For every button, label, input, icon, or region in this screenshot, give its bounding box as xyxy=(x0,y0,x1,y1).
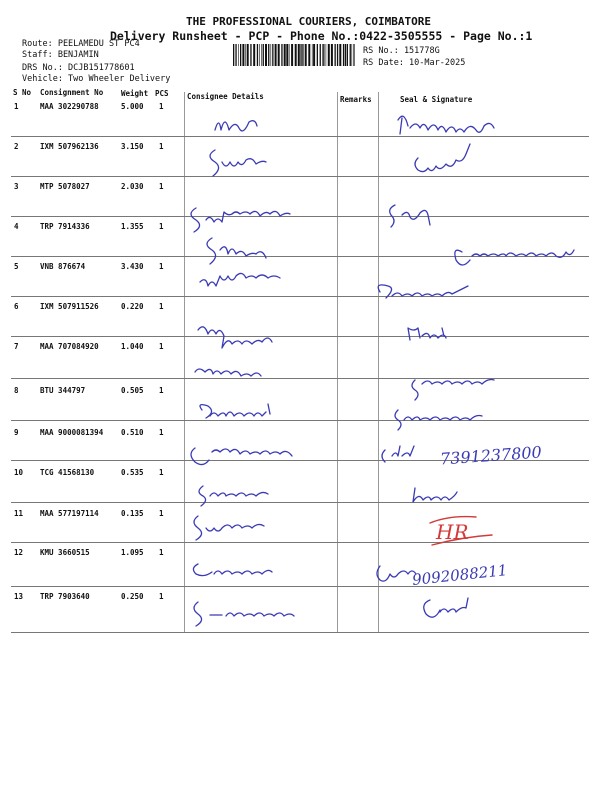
row-pcs: 1 xyxy=(159,342,164,351)
row-divider xyxy=(11,632,589,633)
barcode-bar xyxy=(328,44,330,66)
barcode-bar xyxy=(337,44,338,66)
handwritten-phone-number-2: 9092088211 xyxy=(411,561,509,589)
barcode-bar xyxy=(343,44,344,66)
barcode-bar xyxy=(233,44,234,66)
row-weight: 0.250 xyxy=(121,592,144,601)
barcode-bar xyxy=(263,44,264,66)
row-pcs: 1 xyxy=(159,386,164,395)
barcode-bar xyxy=(250,44,251,66)
col-seal-header: Seal & Signature xyxy=(400,95,473,104)
row-weight: 0.535 xyxy=(121,468,144,477)
rs-no-label: RS No.: 151778G xyxy=(363,46,440,56)
barcode-bar xyxy=(291,44,293,66)
row-sno: 12 xyxy=(14,548,24,557)
row-weight: 5.000 xyxy=(121,102,144,111)
barcode-bar xyxy=(313,44,315,66)
row-consignment-no: KMU 3660515 xyxy=(40,548,90,557)
barcode-bar xyxy=(354,44,355,66)
row-pcs: 1 xyxy=(159,262,164,271)
barcode-bar xyxy=(317,44,318,66)
row-sno: 3 xyxy=(14,182,19,191)
staff-label: Staff: BENJAMIN xyxy=(22,50,99,60)
col-sno-header: S No xyxy=(13,88,32,97)
row-divider xyxy=(11,136,589,137)
barcode-bar xyxy=(286,44,288,66)
row-divider xyxy=(11,378,589,379)
row-consignment-no: BTU 344797 xyxy=(40,386,86,395)
row-divider xyxy=(11,542,589,543)
barcode-bar xyxy=(247,44,249,66)
row-sno: 8 xyxy=(14,386,19,395)
row-divider xyxy=(11,586,589,587)
barcode-bar xyxy=(259,44,260,66)
handwritten-phone-number: 7391237800 xyxy=(439,442,543,469)
row-consignment-no: VNB 876674 xyxy=(40,262,86,271)
barcode-bar xyxy=(320,44,321,66)
barcode-bar xyxy=(350,44,351,66)
barcode-bar xyxy=(302,44,303,66)
barcode-bar xyxy=(275,44,277,66)
row-sno: 13 xyxy=(14,592,24,601)
row-divider xyxy=(11,256,589,257)
row-weight: 0.505 xyxy=(121,386,144,395)
row-consignment-no: MAA 302290788 xyxy=(40,102,99,111)
row-weight: 2.030 xyxy=(121,182,144,191)
row-consignment-no: MAA 9000081394 xyxy=(40,428,104,437)
barcode-bar xyxy=(347,44,348,66)
row-sno: 9 xyxy=(14,428,19,437)
row-weight: 1.095 xyxy=(121,548,144,557)
row-weight: 0.510 xyxy=(121,428,144,437)
column-divider xyxy=(378,92,379,632)
barcode-bar xyxy=(278,44,280,66)
barcode-bar xyxy=(326,44,327,66)
route-label: Route: PEELAMEDU ST PC4 xyxy=(22,39,140,49)
barcode-bar xyxy=(353,44,354,66)
barcode-bar xyxy=(289,44,290,66)
barcode-bar xyxy=(312,44,313,66)
barcode-bar xyxy=(253,44,255,66)
row-sno: 11 xyxy=(14,509,24,518)
row-divider xyxy=(11,216,589,217)
drs-label: DRS No.: DCJB151778601 xyxy=(22,63,135,73)
row-pcs: 1 xyxy=(159,142,164,151)
barcode-bar xyxy=(240,44,241,66)
barcode-bar xyxy=(345,44,346,66)
row-divider xyxy=(11,176,589,177)
barcode-bar xyxy=(300,44,301,66)
row-divider xyxy=(11,420,589,421)
row-divider xyxy=(11,336,589,337)
row-consignment-no: IXM 507911526 xyxy=(40,302,99,311)
row-sno: 5 xyxy=(14,262,19,271)
row-pcs: 1 xyxy=(159,592,164,601)
row-pcs: 1 xyxy=(159,468,164,477)
row-sno: 2 xyxy=(14,142,19,151)
row-consignment-no: TRP 7914336 xyxy=(40,222,90,231)
row-weight: 0.135 xyxy=(121,509,144,518)
barcode-image xyxy=(233,44,355,66)
col-consignment-header: Consignment No xyxy=(40,88,104,97)
row-weight: 0.220 xyxy=(121,302,144,311)
barcode-bar xyxy=(284,44,286,66)
row-weight: 3.430 xyxy=(121,262,144,271)
row-divider xyxy=(11,296,589,297)
barcode-bar xyxy=(305,44,307,66)
row-sno: 10 xyxy=(14,468,24,477)
barcode-bar xyxy=(295,44,297,66)
barcode-bar xyxy=(308,44,310,66)
barcode-bar xyxy=(257,44,258,66)
row-sno: 4 xyxy=(14,222,19,231)
barcode-bar xyxy=(265,44,267,66)
barcode-bar xyxy=(323,44,324,66)
barcode-bar xyxy=(331,44,333,66)
row-pcs: 1 xyxy=(159,182,164,191)
barcode-bar xyxy=(298,44,300,66)
row-weight: 1.040 xyxy=(121,342,144,351)
barcode-bar xyxy=(261,44,262,66)
rs-date-label: RS Date: 10-Mar-2025 xyxy=(363,58,466,68)
column-divider xyxy=(184,92,185,632)
barcode-bar xyxy=(335,44,336,66)
row-pcs: 1 xyxy=(159,102,164,111)
row-sno: 1 xyxy=(14,102,19,111)
barcode-bar xyxy=(245,44,246,66)
runsheet-title: Delivery Runsheet - PCP - Phone No.:0422-3505555 - Page No.:1 xyxy=(110,29,533,43)
row-weight: 1.355 xyxy=(121,222,144,231)
row-sno: 7 xyxy=(14,342,19,351)
row-weight: 3.150 xyxy=(121,142,144,151)
row-pcs: 1 xyxy=(159,428,164,437)
row-sno: 6 xyxy=(14,302,19,311)
col-weight-header: Weight xyxy=(121,89,149,98)
col-remarks-header: Remarks xyxy=(340,95,372,104)
col-consignee-header: Consignee Details xyxy=(187,92,264,101)
row-divider xyxy=(11,502,589,503)
row-consignment-no: MTP 5078027 xyxy=(40,182,90,191)
row-pcs: 1 xyxy=(159,548,164,557)
barcode-bar xyxy=(242,44,244,66)
column-divider xyxy=(337,92,338,632)
row-pcs: 1 xyxy=(159,222,164,231)
barcode-bar xyxy=(352,44,353,66)
row-pcs: 1 xyxy=(159,302,164,311)
vehicle-label: Vehicle: Two Wheeler Delivery xyxy=(22,74,171,84)
row-consignment-no: MAA 577197114 xyxy=(40,509,99,518)
barcode-bar xyxy=(322,44,323,66)
barcode-bar xyxy=(281,44,282,66)
barcode-bar xyxy=(238,44,239,66)
row-consignment-no: MAA 707084920 xyxy=(40,342,99,351)
barcode-bar xyxy=(268,44,269,66)
handwritten-stamp-mark: HR xyxy=(436,520,469,544)
row-pcs: 1 xyxy=(159,509,164,518)
company-title: THE PROFESSIONAL COURIERS, COIMBATORE xyxy=(186,15,432,28)
barcode-bar xyxy=(235,44,236,66)
barcode-bar xyxy=(272,44,273,66)
col-pcs-header: PCS xyxy=(155,89,169,98)
row-consignment-no: TCG 41568130 xyxy=(40,468,95,477)
row-consignment-no: TRP 7903640 xyxy=(40,592,90,601)
barcode-bar xyxy=(339,44,341,66)
row-consignment-no: IXM 507962136 xyxy=(40,142,99,151)
barcode-bar xyxy=(271,44,272,66)
